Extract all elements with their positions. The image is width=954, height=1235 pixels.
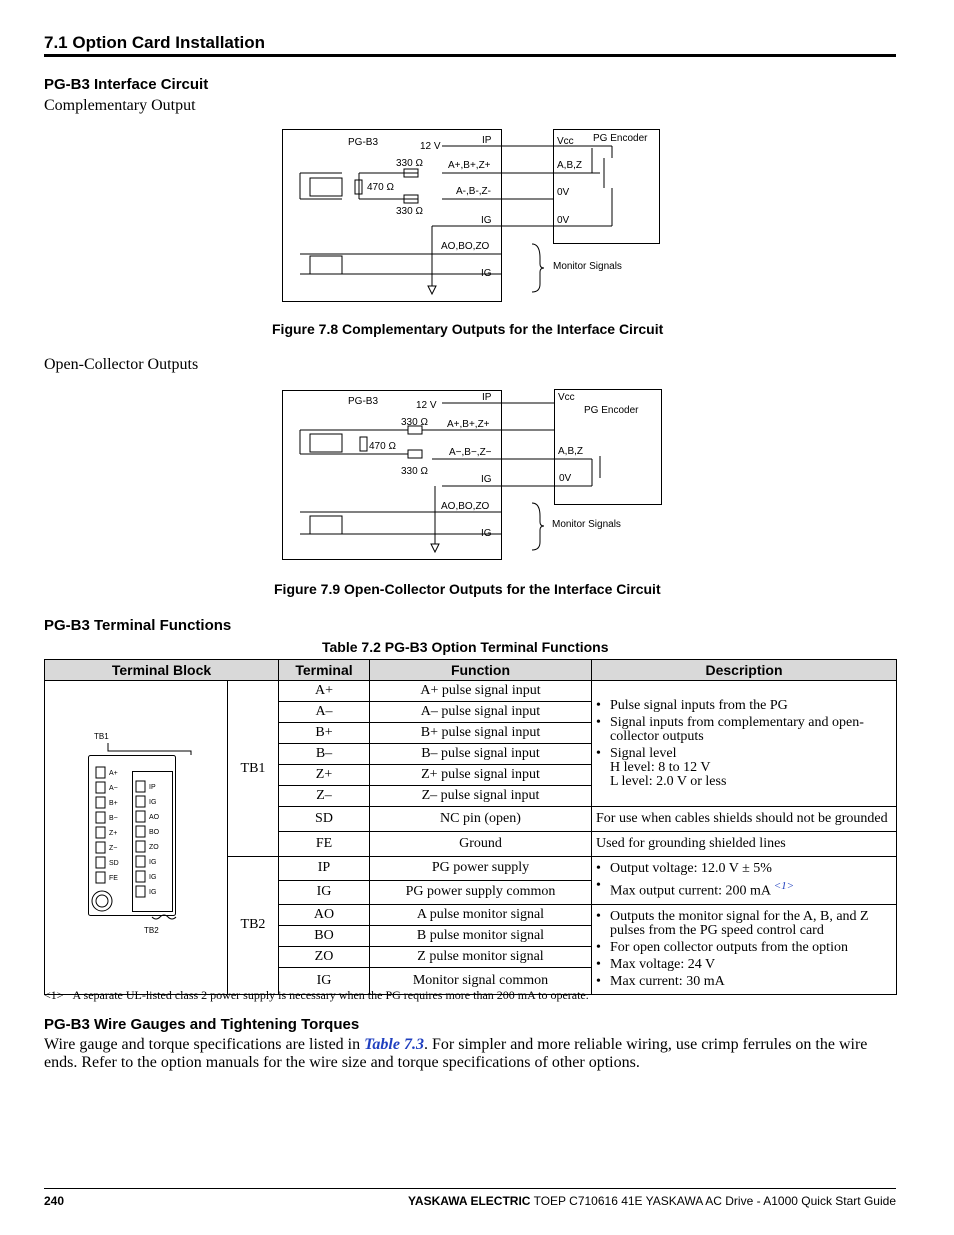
function-cell: A pulse monitor signal [370, 904, 592, 925]
tb1-pin-label: FE [109, 874, 118, 882]
table-header-row [45, 660, 897, 681]
tb1-pin-label: A− [109, 784, 118, 792]
tb2-pin-label: IG [149, 858, 157, 866]
tb2-pin-screw-icon [136, 856, 145, 867]
footnote [44, 988, 589, 1003]
tb1-illustration-label: TB1 [94, 731, 109, 741]
footnote-ref-link[interactable]: <1> [773, 880, 795, 892]
col-function: Function [370, 660, 592, 681]
figure-7-8-diagram [282, 128, 662, 304]
function-cell: Z+ pulse signal input [370, 765, 592, 786]
function-cell: B– pulse signal input [370, 744, 592, 765]
fig79-r330b-label: 330 Ω [401, 466, 428, 477]
fig79-ig-label-1: IG [481, 474, 492, 485]
desc-h-level: H level: 8 to 12 V [610, 759, 711, 775]
wiring-text-after: . For simpler and more reliable wiring, use crimp ferrules on the wire ends. Refer to the option manuals for the wire size and torque specifications of other options. [44, 1036, 868, 1071]
page-number: 240 [44, 1194, 65, 1208]
tb2-pin-label: IP [149, 783, 156, 791]
sd-description: For use when cables shields should not be grounded [592, 807, 897, 832]
tb1-pin-label: A+ [109, 769, 118, 777]
tb2-illustration-label: TB2 [144, 925, 159, 935]
footer-rule [44, 1188, 896, 1189]
fig79-0v-label: 0V [559, 473, 572, 484]
terminal-cell: B– [279, 744, 370, 765]
desc-power-2-text: Max output current: 200 mA [610, 883, 771, 899]
fig79-apos-label: A+,B+,Z+ [447, 419, 490, 430]
tb1-pin-label: Z+ [109, 829, 118, 837]
tb2-pin-screw-icon [136, 811, 145, 822]
terminal-cell: Z+ [279, 765, 370, 786]
function-cell: Ground [370, 832, 592, 857]
fig78-12v-label: 12 V [420, 141, 441, 152]
terminal-cell: IP [279, 857, 370, 881]
footer-brand: YASKAWA ELECTRIC [408, 1194, 531, 1208]
desc-monitor-3: • Max voltage: 24 V [596, 958, 892, 972]
tb1-pin-screw-icon [96, 842, 105, 853]
tb2-pin-label: IG [149, 798, 157, 806]
fig79-vcc-label: Vcc [558, 392, 575, 403]
function-cell: NC pin (open) [370, 807, 592, 832]
desc-l-level: L level: 2.0 V or less [610, 773, 727, 789]
function-cell: Z– pulse signal input [370, 786, 592, 807]
fig78-ig-label-1: IG [481, 215, 492, 226]
desc-pulse-2: • Signal inputs from complementary and open-collector outputs [596, 716, 892, 744]
footnote-marker: <1> [44, 988, 64, 1002]
terminal-cell: ZO [279, 946, 370, 967]
table-7-3-link[interactable]: Table 7.3 [364, 1036, 424, 1053]
fig78-r330b-label: 330 Ω [396, 206, 423, 217]
fig78-r330a-label: 330 Ω [396, 158, 423, 169]
terminal-cell: IG [279, 967, 370, 994]
footer-doc-text: TOEP C710616 41E YASKAWA AC Drive - A1000 Quick Start Guide [530, 1194, 896, 1208]
tb1-pin-screw-icon [96, 872, 105, 883]
interface-heading: PG-B3 Interface Circuit [44, 76, 209, 93]
fig78-ig-label-2: IG [481, 268, 492, 279]
terminal-cell: SD [279, 807, 370, 832]
terminal-cell: A+ [279, 681, 370, 702]
monitor-description-cell [592, 904, 897, 994]
function-cell: A+ pulse signal input [370, 681, 592, 702]
open-collector-label: Open-Collector Outputs [44, 356, 199, 373]
col-terminal-block: Terminal Block [45, 660, 279, 681]
fig79-ip-label: IP [482, 392, 492, 403]
tb1-pin-screw-icon [96, 782, 105, 793]
wiring-text-before: Wire gauge and torque specifications are listed in [44, 1036, 365, 1053]
section-title: 7.1 Option Card Installation [44, 33, 266, 52]
tb1-pin-screw-icon [96, 812, 105, 823]
fig78-monitor-label: Monitor Signals [553, 261, 622, 272]
terminal-cell: A– [279, 702, 370, 723]
tb1-pin-screw-icon [96, 857, 105, 868]
tb2-pin-label: AO [149, 813, 160, 821]
tb2-pin-screw-icon [136, 796, 145, 807]
fe-description: Used for grounding shielded lines [592, 832, 897, 857]
tb1-pin-screw-icon [96, 767, 105, 778]
function-cell: Z pulse monitor signal [370, 946, 592, 967]
tb2-pin-screw-icon [136, 826, 145, 837]
footer-doc [408, 1194, 896, 1208]
fig79-aobozo-label: AO,BO,ZO [441, 501, 490, 512]
wiring-paragraph [44, 1036, 896, 1072]
fig78-apos-label: A+,B+,Z+ [448, 160, 491, 171]
tb1-pin-label: B+ [109, 799, 118, 807]
function-cell: Monitor signal common [370, 967, 592, 994]
fig78-r470-label: 470 Ω [367, 182, 394, 193]
fig79-encoder-label: PG Encoder [584, 405, 639, 416]
complementary-label: Complementary Output [44, 97, 196, 114]
terminal-cell: IG [279, 880, 370, 904]
fig79-abz-label: A,B,Z [558, 446, 584, 457]
tb2-pin-column [136, 781, 160, 897]
fig79-monitor-label: Monitor Signals [552, 519, 621, 530]
desc-monitor-2: • For open collector outputs from the option [596, 941, 892, 955]
function-cell: B+ pulse signal input [370, 723, 592, 744]
tb2-pin-screw-icon [136, 886, 145, 897]
tb2-pin-label: BO [149, 828, 160, 836]
tb1-pin-label: B− [109, 814, 118, 822]
tb2-pin-screw-icon [136, 871, 145, 882]
tb1-pin-screw-icon [96, 797, 105, 808]
terminal-cell: B+ [279, 723, 370, 744]
fig78-aneg-label: A-,B-,Z- [456, 186, 491, 197]
fig78-encoder-label: PG Encoder [593, 133, 648, 144]
wiring-heading: PG-B3 Wire Gauges and Tightening Torques [44, 1016, 360, 1033]
title-rule [44, 54, 896, 57]
desc-monitor-1: • Outputs the monitor signal for the A, B, and Z pulses from the PG speed control card [596, 910, 892, 938]
fig79-r470-label: 470 Ω [369, 441, 396, 452]
desc-pulse-1: • Pulse signal inputs from the PG [596, 699, 892, 713]
col-description: Description [592, 660, 897, 681]
fig79-12v-label: 12 V [416, 400, 437, 411]
desc-monitor-4: • Max current: 30 mA [596, 975, 892, 989]
function-cell: PG power supply common [370, 880, 592, 904]
terminal-block-illustration [46, 685, 226, 985]
fig78-abz-label: A,B,Z [557, 160, 583, 171]
function-cell: PG power supply [370, 857, 592, 881]
tb2-pin-screw-icon [136, 841, 145, 852]
terminal-cell: FE [279, 832, 370, 857]
function-cell: B pulse monitor signal [370, 925, 592, 946]
figure-7-8-caption: Figure 7.8 Complementary Outputs for the Interface Circuit [272, 321, 664, 337]
col-terminal: Terminal [279, 660, 370, 681]
table-caption: Table 7.2 PG-B3 Option Terminal Functions [322, 639, 609, 655]
tb2-label: TB2 [228, 857, 279, 995]
footnote-text: A separate UL-listed class 2 power supply is necessary when the PG requires more than 200 mA to operate. [72, 988, 589, 1002]
table-row [45, 681, 897, 702]
tb2-pin-label: IG [149, 873, 157, 881]
terminal-cell: AO [279, 904, 370, 925]
fig78-0v-label-1: 0V [557, 187, 570, 198]
desc-signal-level: Signal level [610, 745, 677, 761]
desc-pulse-3 [596, 747, 892, 789]
tb1-pin-screw-icon [96, 827, 105, 838]
fig78-aobozo-label: AO,BO,ZO [441, 241, 490, 252]
fig79-aneg-label: A−,B−,Z− [449, 447, 492, 458]
function-cell: A– pulse signal input [370, 702, 592, 723]
power-description-cell [592, 857, 897, 905]
terminal-functions-heading: PG-B3 Terminal Functions [44, 617, 232, 634]
tb1-label: TB1 [228, 681, 279, 857]
fig79-ig-label-2: IG [481, 528, 492, 539]
tb1-pin-column [96, 767, 119, 883]
terminal-block-illustration-cell [45, 681, 228, 995]
tb2-pin-label: ZO [149, 843, 159, 851]
terminal-cell: BO [279, 925, 370, 946]
pulse-description-cell [592, 681, 897, 807]
fig78-vcc-label: Vcc [557, 136, 574, 147]
desc-power-1: • Output voltage: 12.0 V ± 5% [596, 862, 892, 876]
figure-7-9-caption: Figure 7.9 Open-Collector Outputs for the Interface Circuit [274, 581, 661, 597]
tb1-pin-label: Z− [109, 844, 118, 852]
fig79-r330a-label: 330 Ω [401, 417, 428, 428]
fig78-pgb3-label: PG-B3 [348, 137, 379, 148]
figure-7-9-diagram [282, 388, 664, 562]
fig78-0v-label-2: 0V [557, 215, 570, 226]
desc-power-2 [596, 879, 892, 899]
tb2-pin-screw-icon [136, 781, 145, 792]
tb1-pin-label: SD [109, 859, 119, 867]
tb2-pin-label: IG [149, 888, 157, 896]
fig79-pgb3-label: PG-B3 [348, 396, 379, 407]
terminal-table [44, 659, 897, 995]
fig78-ip-label: IP [482, 135, 492, 146]
terminal-cell: Z– [279, 786, 370, 807]
